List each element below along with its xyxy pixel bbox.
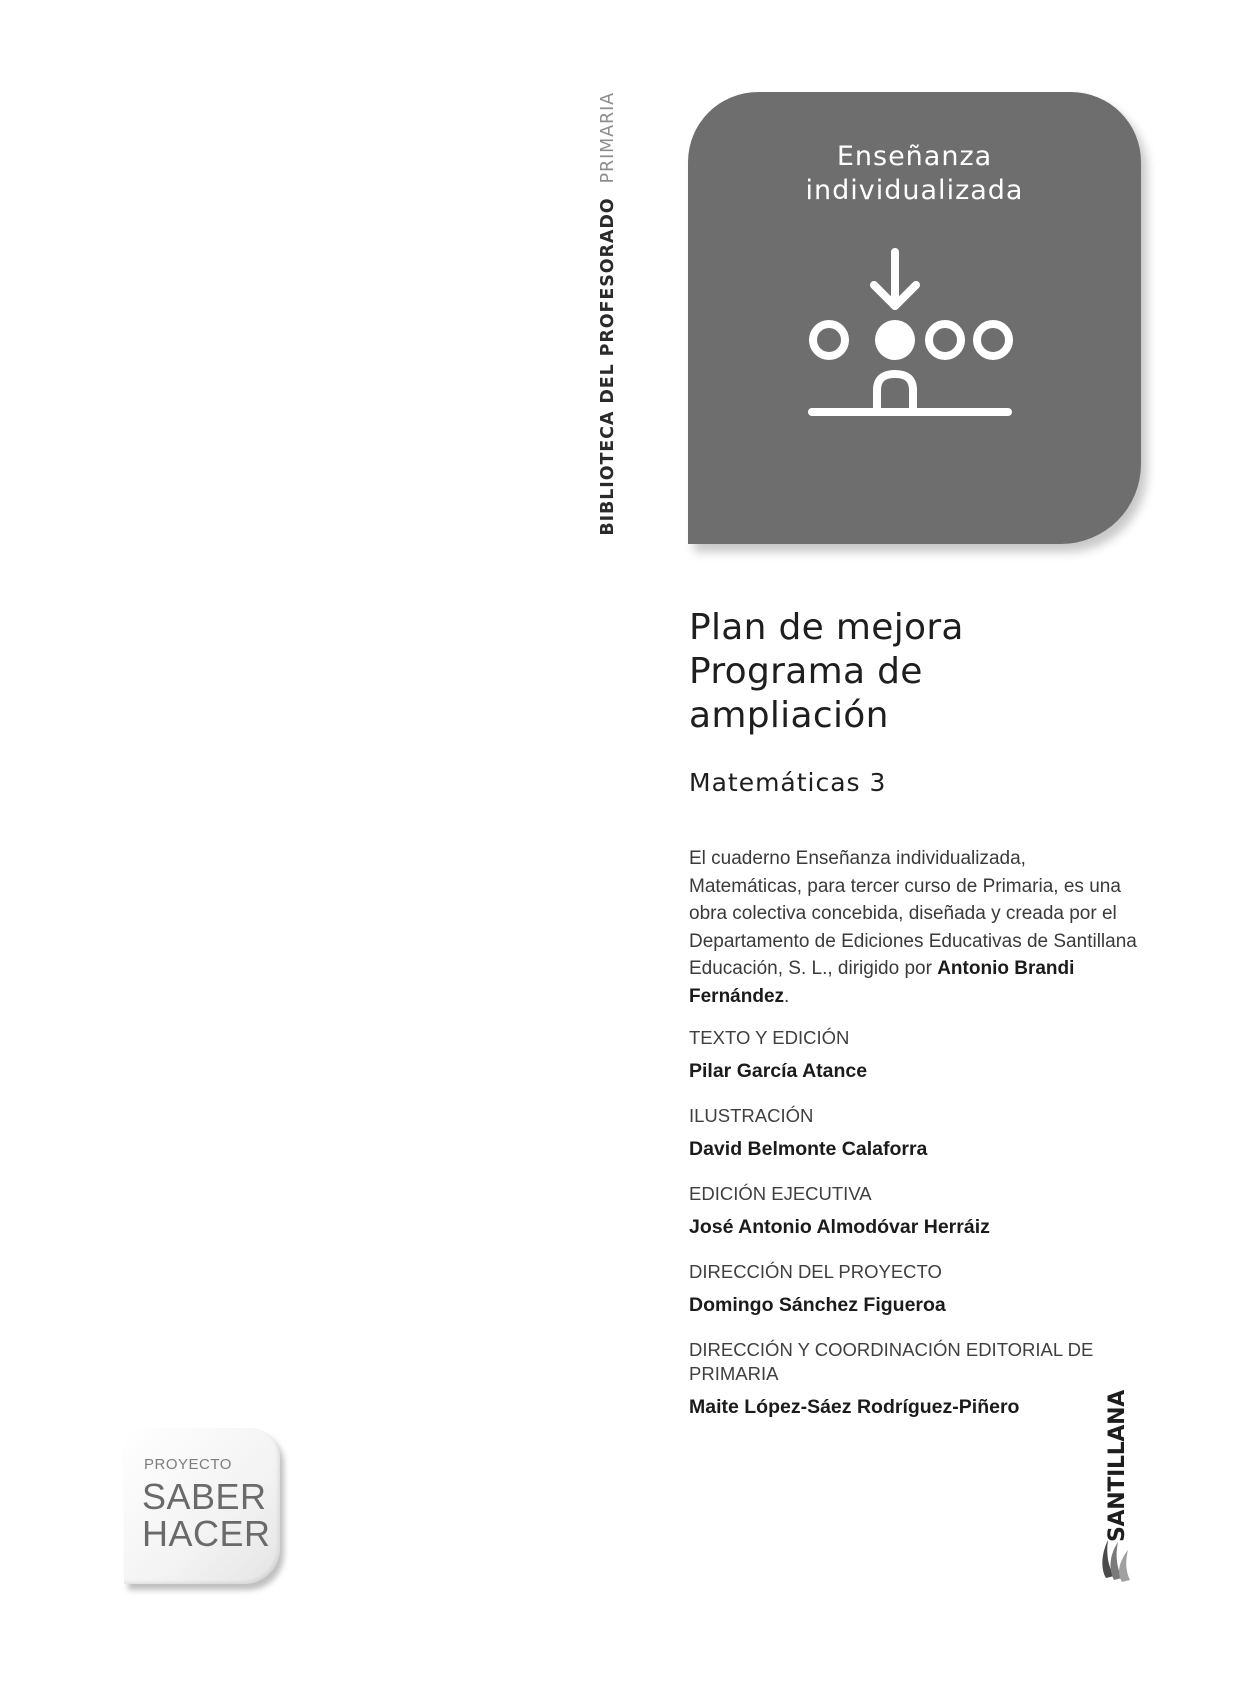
credit-name: Maite López-Sáez Rodríguez-Piñero (689, 1396, 1020, 1418)
teaching-badge (688, 92, 1141, 544)
credit-role: ILUSTRACIÓN (689, 1105, 814, 1126)
spine-series: BIBLIOTECA DEL PROFESORADO (598, 197, 618, 536)
proyecto-name-line1: SABER (142, 1476, 267, 1517)
credit-role: TEXTO Y EDICIÓN (689, 1027, 850, 1048)
publisher-name: SANTILLANA (1105, 1390, 1130, 1542)
intro-text: El cuaderno Enseñanza individualizada, Matemáticas, para tercer curso de Primaria, es una obra colectiva concebida, diseñada y creada por el Departamento de Ediciones Educativas de Santillana Educación, S. L., dirigido por (689, 848, 1137, 979)
spine-level: PRIMARIA (598, 92, 618, 184)
spine-label (591, 92, 625, 602)
proyecto-label: PROYECTO (144, 1456, 232, 1473)
badge-title-line2: individualizada (805, 175, 1024, 206)
main-title (689, 606, 1169, 738)
credit-name: José Antonio Almodóvar Herráiz (689, 1216, 990, 1238)
proyecto-name-line2: HACER (142, 1513, 271, 1554)
credit-name: Pilar García Atance (689, 1060, 868, 1082)
intro-director: Antonio Brandi Fernández (689, 958, 1075, 1007)
proyecto-saber-hacer-logo (124, 1428, 280, 1584)
santillana-logo-icon (1098, 1534, 1138, 1586)
individualized-teaching-icon (806, 242, 1026, 452)
main-title-line2: Programa de (689, 651, 923, 692)
spine-text (591, 92, 625, 602)
badge-title-line1: Enseñanza (836, 141, 993, 172)
badge-title (688, 140, 1141, 208)
title-block (689, 606, 1169, 798)
intro-paragraph (689, 845, 1139, 1010)
credit-role: DIRECCIÓN DEL PROYECTO (689, 1261, 942, 1282)
credit-name: David Belmonte Calaforra (689, 1138, 928, 1160)
main-title-line3: ampliación (689, 695, 889, 736)
proyecto-name (142, 1478, 271, 1552)
credit-role: DIRECCIÓN Y COORDINACIÓN EDITORIAL DE PRIMARIA (689, 1339, 1094, 1384)
publisher-logo (1098, 1390, 1144, 1582)
main-title-line1: Plan de mejora (689, 607, 964, 648)
subject-title: Matemáticas 3 (689, 768, 887, 797)
credit-role: EDICIÓN EJECUTIVA (689, 1183, 872, 1204)
credit-name: Domingo Sánchez Figueroa (689, 1294, 946, 1316)
credits-section (689, 845, 1139, 1440)
intro-end: . (784, 985, 790, 1007)
